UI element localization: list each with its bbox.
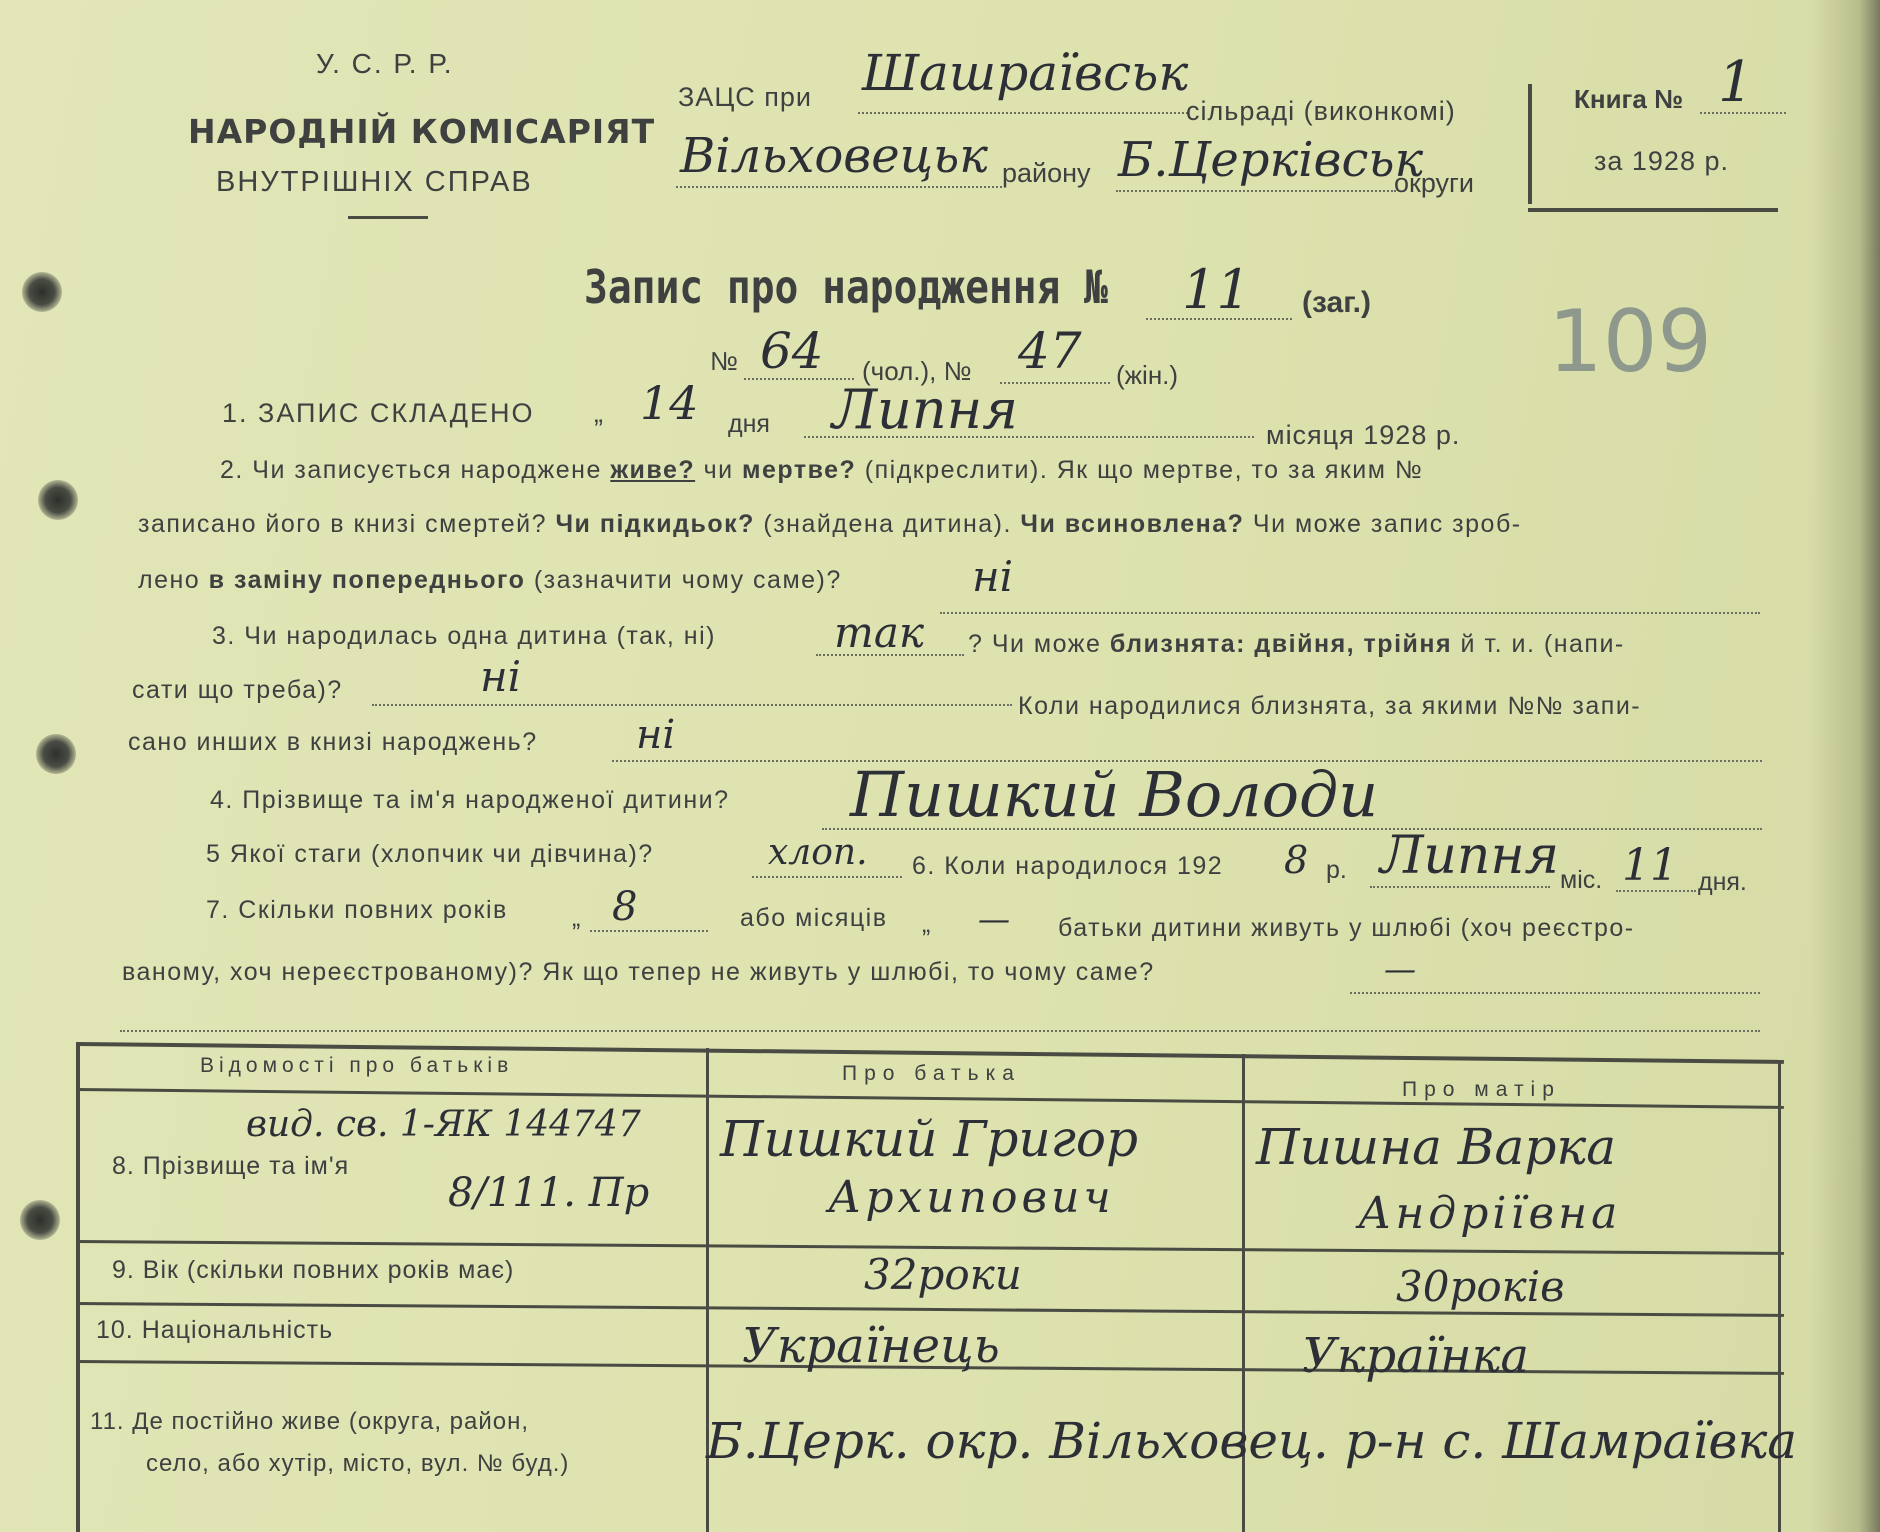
district-label: району: [1002, 158, 1091, 188]
archive-stamp-number: 109: [1548, 292, 1713, 392]
row-8-note-line2: 8/111. Пр: [448, 1170, 650, 1216]
item-3-twins: близнята: двійня, трійня: [1109, 630, 1453, 658]
item-7-text-b: або місяців: [740, 904, 888, 932]
item-7-text-d: ваному, хоч нереєстрованому)? Як що тепер не живуть у шлюбі, то чому саме?: [122, 958, 1155, 986]
record-number-line: [1146, 318, 1292, 320]
item-3-line2b: Коли народилися близнята, за якими №№ запи-: [1018, 692, 1642, 720]
row-8-note-line1: вид. св. 1-ЯК 144747: [246, 1104, 641, 1145]
item-6-r: р.: [1326, 856, 1347, 884]
item-3-line1b: [968, 630, 1625, 659]
record-number-handwritten: 11: [1182, 258, 1251, 321]
item-7-answer-handwritten: —: [1384, 950, 1416, 988]
item-2-text-f: Чи може запис зроб-: [1252, 510, 1522, 538]
item-7-quote1: „: [572, 904, 581, 932]
item-2-text-h: (зазначити чому саме)?: [533, 566, 842, 594]
item-6-mis: міс.: [1560, 866, 1603, 894]
item-2-line2: [138, 510, 1522, 539]
item-3-answer2-line: [372, 704, 1012, 706]
item-2-alive: живе?: [610, 456, 696, 484]
item-1-month-handwritten: Липня: [832, 378, 1018, 441]
book-number-handwritten: 1: [1718, 50, 1754, 115]
item-1-day-label: дня: [728, 410, 770, 438]
table-header-father: Про батька: [842, 1062, 1021, 1085]
item-3-answer2-handwritten: ні: [480, 652, 522, 701]
item-5-answer-handwritten: хлоп.: [768, 832, 868, 873]
table-header-mother: Про матір: [1402, 1078, 1561, 1101]
punch-hole: [36, 734, 76, 774]
row-11-label-line2: село, або хутір, місто, вул. № буд.): [146, 1450, 570, 1477]
item-2-adopted: Чи всиновлена?: [1020, 510, 1245, 538]
row-11-residence: Б.Церк. окр. Вільховец. р-н с. Шамраївка: [706, 1412, 1798, 1470]
row-9-father-age: 32роки: [864, 1250, 1022, 1299]
row-9-mother-age: 30років: [1396, 1262, 1565, 1311]
zags-village-handwritten: Шашраївськ: [862, 44, 1189, 102]
item-6-day-label: дня.: [1698, 868, 1747, 896]
row-8-father-line2: Архипович: [828, 1172, 1115, 1223]
item-1-month-line: [804, 436, 1254, 438]
item-6-day-handwritten: 11: [1622, 840, 1678, 891]
row-8-father-line1: Пишкий Григор: [720, 1110, 1139, 1168]
header-divider: [348, 216, 428, 219]
item-2-foundling: Чи підкидьок?: [555, 510, 755, 538]
item-5-label: 5 Якої стаги (хлопчик чи дівчина)?: [206, 840, 654, 868]
book-number-line: [1700, 112, 1786, 114]
book-year: за 1928 р.: [1594, 146, 1729, 176]
item-7-months-handwritten: —: [978, 900, 1010, 938]
item-2-line3: [138, 566, 842, 595]
page-fold-shadow: [1810, 0, 1880, 1532]
row-10-label: 10. Національність: [96, 1316, 334, 1344]
item-2-replace: в заміну попереднього: [208, 566, 526, 594]
zags-suffix: сільраді (виконкомі): [1186, 96, 1456, 126]
row-8-mother-line2: Андріївна: [1358, 1188, 1622, 1239]
item-7-quote2: „: [922, 910, 931, 938]
record-suffix: (заг.): [1302, 286, 1372, 319]
item-4-answer-handwritten: Пишкий Володи: [850, 758, 1379, 831]
table-left-border: [76, 1042, 80, 1532]
item-7-text-a: 7. Скільки повних років: [206, 896, 508, 924]
table-header-info: Відомості про батьків: [200, 1054, 514, 1077]
punch-hole: [20, 1200, 60, 1240]
row-10-father-nationality: Українець: [742, 1318, 1000, 1374]
no-label: №: [710, 346, 738, 376]
zags-village-line: [858, 112, 1188, 114]
district-handwritten: Вільховецьк: [680, 128, 988, 184]
item-2-text-b: чи: [703, 456, 734, 484]
item-2-dead: мертве?: [742, 456, 857, 484]
item-2-line1: [220, 456, 1423, 485]
item-6-label: 6. Коли народилося 192: [912, 852, 1224, 880]
item-6-year-digit-handwritten: 8: [1284, 838, 1309, 882]
item-2-text-a: 2. Чи записується народжене: [220, 456, 602, 484]
item-3-answer1-handwritten: так: [834, 608, 924, 657]
male-number-handwritten: 64: [760, 322, 824, 380]
item-1-quote: „: [594, 398, 603, 428]
item-1-day-handwritten: 14: [640, 376, 699, 430]
item-1-suffix: місяця 1928 р.: [1266, 420, 1461, 450]
item-2-text-e: (знайдена дитина).: [763, 510, 1012, 538]
book-box-left-border: [1528, 84, 1532, 204]
item-2-text-d: записано його в книзі смертей?: [138, 510, 548, 538]
item-7-extra-line: [120, 1030, 1760, 1032]
punch-hole: [22, 272, 62, 312]
item-1-label: 1. ЗАПИС СКЛАДЕНО: [222, 398, 535, 428]
okrug-line: [1116, 190, 1396, 192]
female-number-handwritten: 47: [1018, 322, 1082, 380]
item-2-answer-handwritten: ні: [972, 552, 1014, 601]
item-6-month-handwritten: Липня: [1380, 826, 1560, 886]
row-9-label: 9. Вік (скільки повних років має): [112, 1256, 515, 1284]
district-line: [676, 186, 1002, 188]
item-3-text-c: й т. и. (напи-: [1460, 630, 1625, 658]
item-7-years-handwritten: 8: [612, 884, 638, 930]
row-11-label-line1: 11. Де постійно живе (округа, район,: [90, 1408, 530, 1435]
okrug-handwritten: Б.Церківськ: [1118, 132, 1424, 188]
item-3-answer3-handwritten: ні: [636, 712, 676, 758]
ministry-title: НАРОДНІЙ КОМІСАРІЯТ: [188, 112, 656, 151]
item-3-line1a: 3. Чи народилась одна дитина (так, ні): [212, 622, 716, 650]
item-7-years-line: [590, 930, 708, 932]
row-8-mother-line1: Пишна Варка: [1256, 1118, 1617, 1176]
record-title: Запис про народження №: [584, 260, 1108, 314]
zags-prefix: ЗАЦС при: [678, 82, 813, 112]
item-7-answer-line: [1350, 992, 1760, 994]
male-label: (чол.), №: [862, 356, 972, 386]
book-label: Книга №: [1574, 84, 1684, 114]
item-3-line2a: сати що треба)?: [132, 676, 343, 704]
punch-hole: [38, 480, 78, 520]
row-8-label: 8. Прізвище та ім'я: [112, 1152, 350, 1180]
item-7-text-c: батьки дитини живуть у шлюбі (хоч реєстро-: [1058, 914, 1635, 942]
item-2-text-g: лено: [138, 566, 201, 594]
row-10-mother-nationality: Українка: [1302, 1328, 1529, 1384]
item-3-answer1-line: [816, 654, 964, 656]
item-3-line3: сано инших в книзі народжень?: [128, 728, 538, 756]
item-4-label: 4. Прізвище та ім'я народженої дитини?: [210, 786, 730, 814]
okrug-label: округи: [1394, 168, 1474, 198]
item-2-text-c: (підкреслити). Як що мертве, то за яким №: [864, 456, 1424, 484]
ministry-subtitle: ВНУТРІШНІХ СПРАВ: [216, 166, 533, 198]
item-5-answer-line: [752, 876, 902, 878]
female-label: (жін.): [1116, 360, 1179, 390]
item-4-answer-line: [822, 828, 1762, 830]
item-2-answer-line: [940, 612, 1760, 614]
item-6-month-line: [1370, 886, 1550, 888]
book-box-bottom-border: [1528, 208, 1778, 212]
item-6-day-line: [1616, 890, 1696, 892]
item-3-text-b: ? Чи може: [968, 630, 1102, 658]
republic-title: У. С. Р. Р.: [316, 48, 454, 79]
